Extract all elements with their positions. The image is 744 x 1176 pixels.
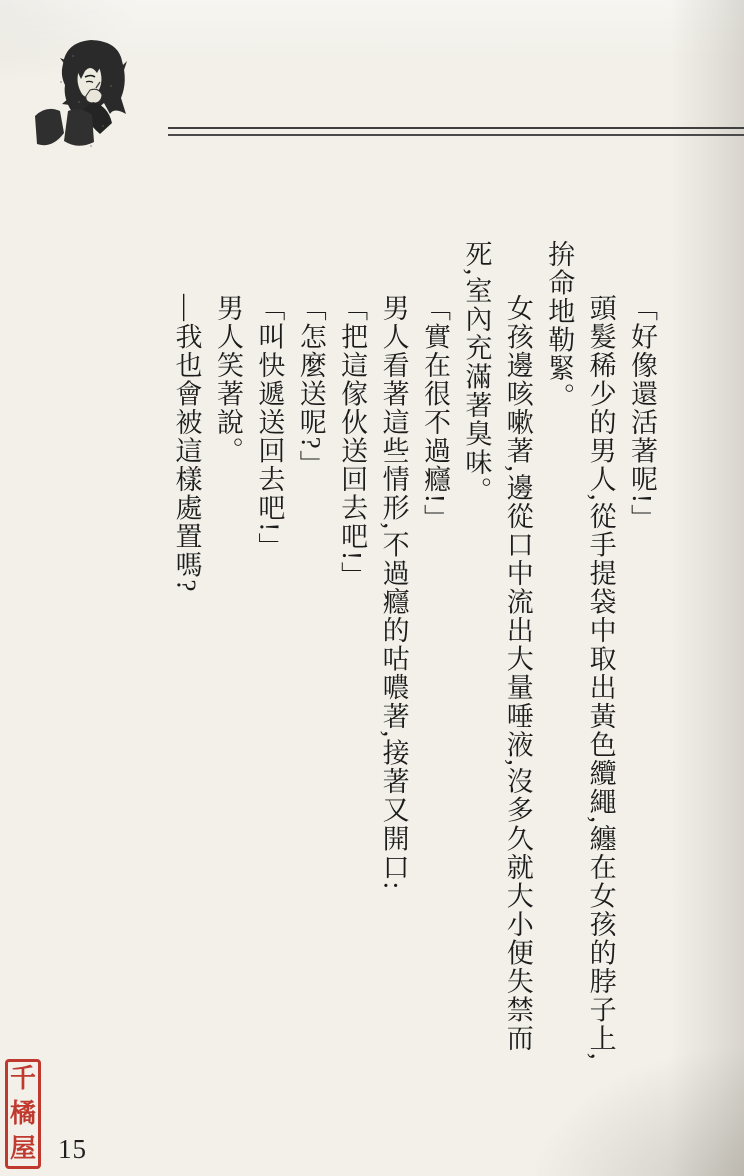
dialogue-line: 「叫快遞送回去吧!」 <box>254 294 285 562</box>
header-double-rule <box>168 127 744 136</box>
header-rule-top <box>168 127 744 129</box>
dialogue-line: 「把這傢伙送回去吧!」 <box>337 294 368 591</box>
inner-monologue-line: —我也會被這樣處置嗎? <box>171 294 202 594</box>
narrative-paragraph: 男人看著這些情形,不過癮的咕噥著,接著又開口: <box>378 294 409 891</box>
header-rule-bottom <box>168 134 744 136</box>
seal-character: 橘 <box>9 1099 36 1128</box>
publisher-seal-stamp <box>5 1059 41 1169</box>
seal-character: 屋 <box>9 1134 36 1163</box>
dialogue-line: 「實在很不過癮!」 <box>419 294 450 533</box>
manga-woman-illustration <box>33 36 137 158</box>
dialogue-line: 「怎麼送呢?」 <box>295 294 326 479</box>
narrative-paragraph: 頭髮稀少的男人,從手提袋中取出黃色纜繩,纏在女孩的脖子上,拚命地勒緊。 <box>544 240 616 1062</box>
dialogue-line: 「好像還活著呢!」 <box>627 294 657 533</box>
narrative-paragraph: 男人笑著說。 <box>212 294 243 466</box>
seal-character: 千 <box>9 1064 36 1093</box>
novel-text-block <box>165 240 662 1072</box>
narrative-paragraph: 女孩邊咳嗽著,邊從口中流出大量唾液,沒多久就大小便失禁而死,室內充滿著臭味。 <box>461 240 533 1053</box>
page-number: 15 <box>58 1134 87 1164</box>
